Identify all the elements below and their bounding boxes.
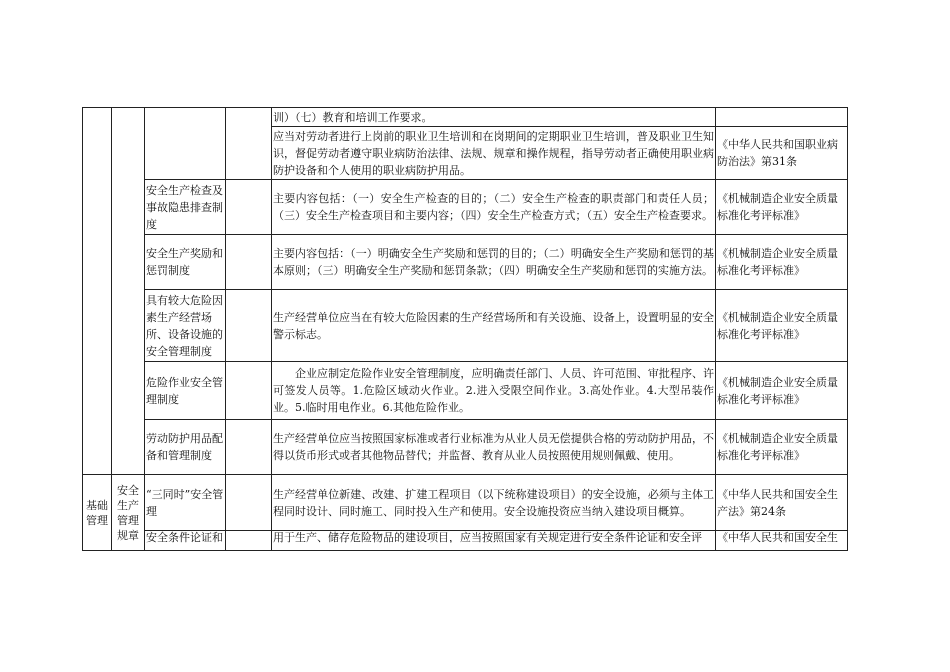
basis-cell: 《中华人民共和国职业病防治法》第31条 <box>716 127 848 180</box>
content-cell: 生产经营单位应当按照国家标准或者行业标准为从业人员无偿提供合格的劳动防护用品，不得以货币形式或者其他物品替代；并监督、教育从业人员按照使用规则佩戴、使用。 <box>272 420 716 475</box>
blank-cell <box>226 362 272 420</box>
content-cell: 企业应制定危险作业安全管理制度，应明确责任部门、人员、许可范围、审批程序、许可签发人员等。1.危险区域动火作业。2.进入受限空间作业。3.高处作业。4.大型吊装作业。5.临时用电作业。6.其他危险作业。 <box>272 362 716 420</box>
basis-cell: 《机械制造企业安全质量标准化考评标准》 <box>716 180 848 235</box>
basis-cell: 《机械制造企业安全质量标准化考评标准》 <box>716 290 848 362</box>
content-text: 用于生产、储存危险物品的建设项目，应当按照国家有关规定进行安全条件论证和安全评 <box>273 531 702 543</box>
content-cell: 应当对劳动者进行上岗前的职业卫生培训和在岗期间的定期职业卫生培训，普及职业卫生知识，督促劳动者遵守职业病防治法律、法规、规章和操作规程，指导劳动者正确使用职业病防护设备和个人使用的职业病防护用品。 <box>272 127 716 180</box>
table-row <box>83 475 848 531</box>
item-cell: 具有较大危险因素生产经营场所、设备设施的安全管理制度 <box>145 290 226 362</box>
table-row <box>83 108 848 127</box>
level2-cell <box>112 475 145 551</box>
blank-cell <box>226 531 272 551</box>
item-cell <box>145 531 226 551</box>
item-cell: 安全生产奖励和惩罚制度 <box>145 235 226 290</box>
blank-cell <box>226 235 272 290</box>
level2-label: 安全生产管理规章 <box>117 483 139 542</box>
basis-cell: 《机械制造企业安全质量标准化考评标准》 <box>716 235 848 290</box>
item-cell: 劳动防护用品配备和管理制度 <box>145 420 226 475</box>
level1-cell <box>83 475 112 551</box>
item-text: 安全条件论证和 <box>146 531 223 543</box>
blank-cell <box>226 475 272 531</box>
item-cell <box>145 108 226 180</box>
content-cell: 训）（七）教育和培训工作要求。 <box>272 108 716 127</box>
blank-cell <box>226 108 272 180</box>
basis-cell: 《机械制造企业安全质量标准化考评标准》 <box>716 420 848 475</box>
content-cell: 主要内容包括：（一）明确安全生产奖励和惩罚的目的；（二）明确安全生产奖励和惩罚的基本原则；（三）明确安全生产奖励和惩罚条款；（四）明确安全生产奖励和惩罚的实施方法。 <box>272 235 716 290</box>
table-row <box>83 420 848 475</box>
item-cell: “三同时”安全管理 <box>145 475 226 531</box>
table-row <box>83 235 848 290</box>
blank-cell <box>226 180 272 235</box>
item-cell: 安全生产检查及事故隐患排查制度 <box>145 180 226 235</box>
table-row <box>83 362 848 420</box>
item-cell: 危险作业安全管理制度 <box>145 362 226 420</box>
table-row <box>83 531 848 551</box>
table-row <box>83 290 848 362</box>
level2-cell-empty <box>112 108 145 475</box>
basis-cell <box>716 108 848 127</box>
blank-cell <box>226 420 272 475</box>
content-cell <box>272 531 716 551</box>
content-cell: 主要内容包括：（一）安全生产检查的目的；（二）安全生产检查的职责部门和责任人员；（三）安全生产检查项目和主要内容；（四）安全生产检查方式；（五）安全生产检查要求。 <box>272 180 716 235</box>
table-row <box>83 180 848 235</box>
basis-cell <box>716 531 848 551</box>
content-cell: 生产经营单位新建、改建、扩建工程项目（以下统称建设项目）的安全设施，必须与主体工程同时设计、同时施工、同时投入生产和使用。安全设施投资应当纳入建设项目概算。 <box>272 475 716 531</box>
level1-label: 基础管理 <box>86 498 108 527</box>
basis-text: 《中华人民共和国安全生 <box>717 531 838 543</box>
basis-cell: 《中华人民共和国安全生产法》第24条 <box>716 475 848 531</box>
level1-cell-empty <box>83 108 112 475</box>
regulation-table <box>82 107 848 551</box>
content-cell: 生产经营单位应当在有较大危险因素的生产经营场所和有关设施、设备上，设置明显的安全警示标志。 <box>272 290 716 362</box>
basis-cell: 《机械制造企业安全质量标准化考评标准》 <box>716 362 848 420</box>
blank-cell <box>226 290 272 362</box>
